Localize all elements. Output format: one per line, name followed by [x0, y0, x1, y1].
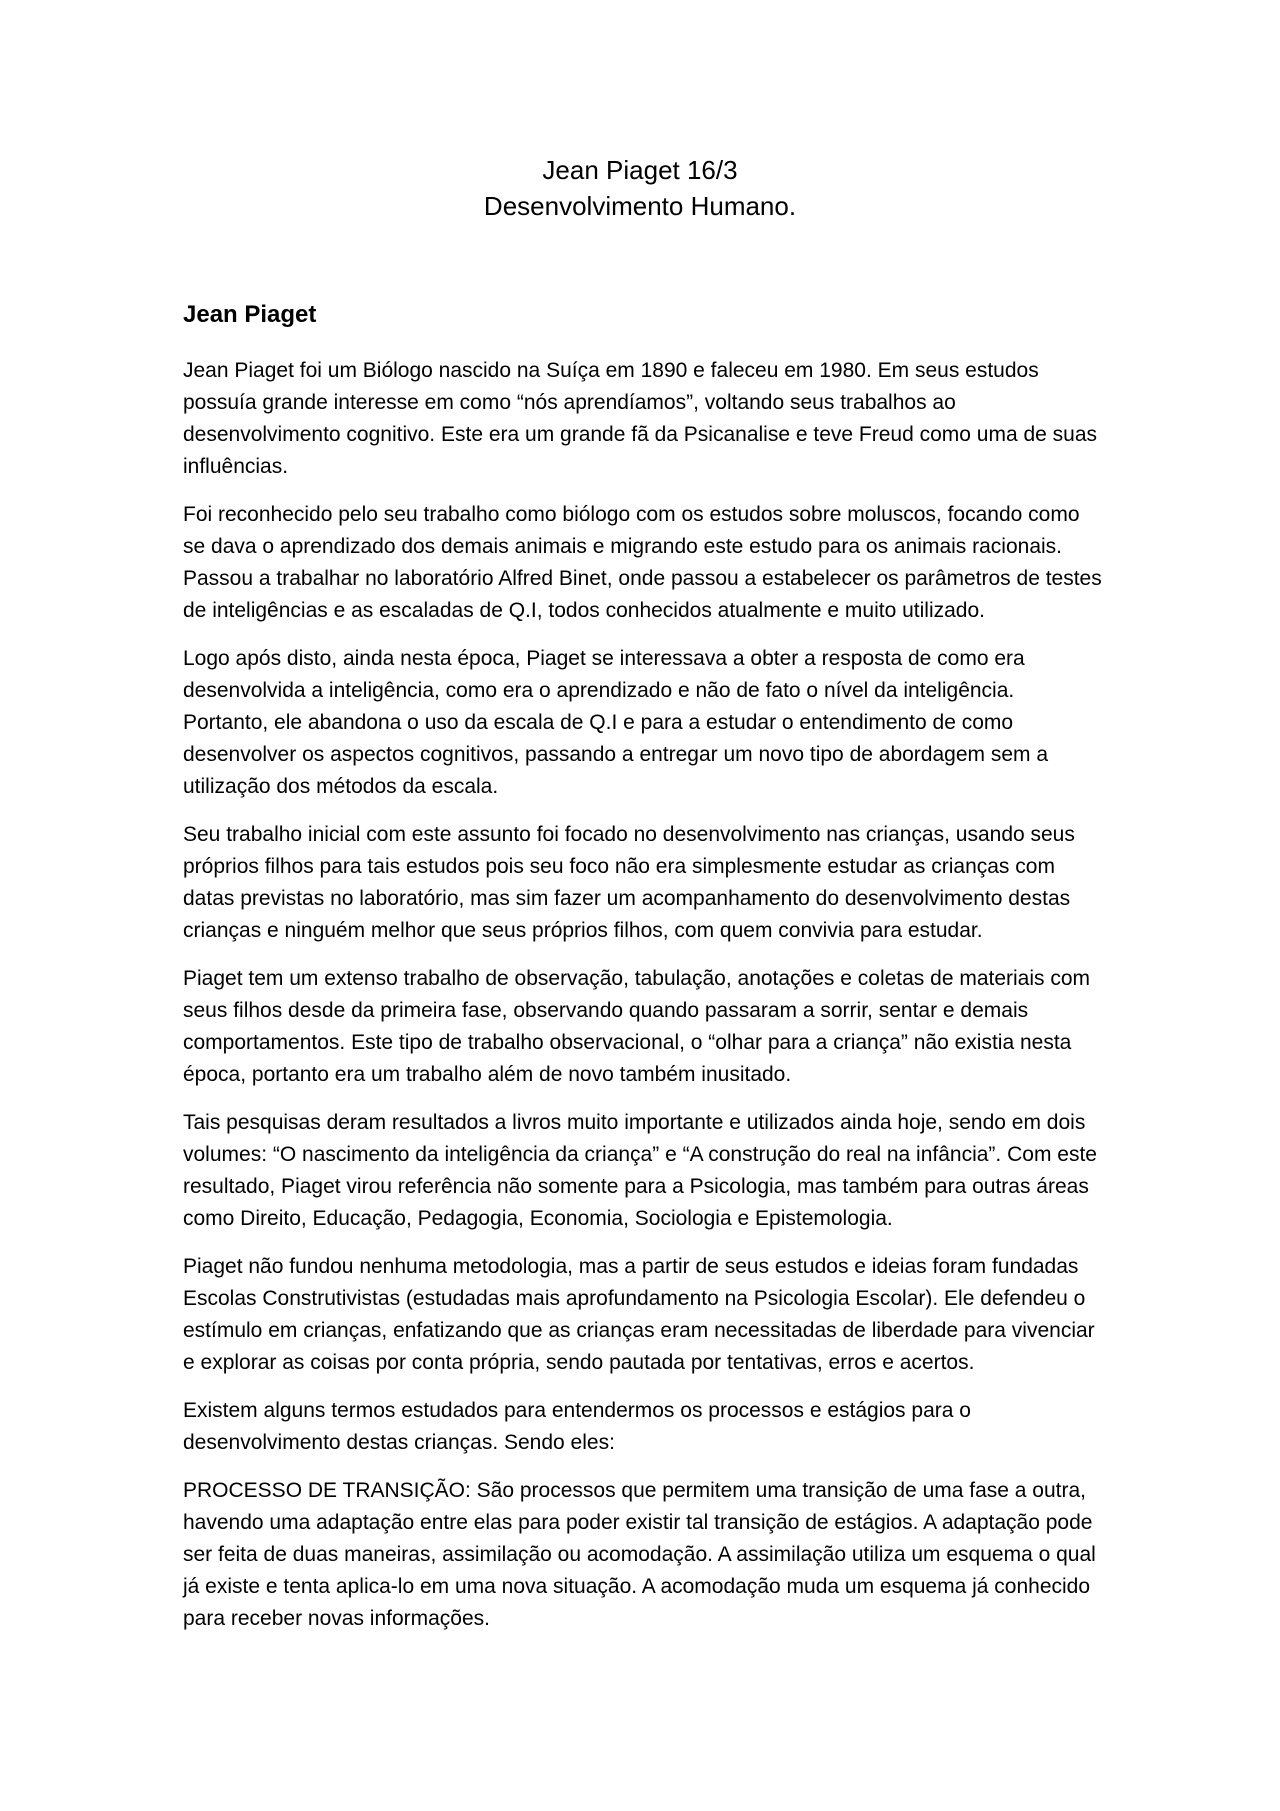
paragraph: PROCESSO DE TRANSIÇÃO: São processos que permitem uma transição de uma fase a outra, havendo uma adaptação entre elas para poder existir tal transição de estágios. A adaptação pode ser feita de duas maneiras, assimilação ou acomodação. A assimilação utiliza um esquema o qual já existe e tenta aplica-lo em uma nova situação. A acomodação muda um esquema já conhecido para receber novas informações. [183, 1479, 1096, 1630]
header-title: Jean Piaget 16/3 [542, 155, 738, 185]
paragraph: Seu trabalho inicial com este assunto foi focado no desenvolvimento nas crianças, usando seus próprios filhos para tais estudos pois seu foco não era simplesmente estudar as crianças com datas previstas no laboratório, mas sim fazer um acompanhamento do desenvolvimento destas crianças e ninguém melhor que seus próprios filhos, com quem convivia para estudar. [183, 823, 1075, 942]
paragraph: Piaget tem um extenso trabalho de observação, tabulação, anotações e coletas de materiais com seus filhos desde da primeira fase, observando quando passaram a sorrir, sentar e demais comportamentos. Este tipo de trabalho observacional, o “olhar para a criança” não existia nesta época, portanto era um trabalho além de novo também inusitado. [183, 967, 1091, 1086]
header-subtitle: Desenvolvimento Humano. [483, 191, 797, 221]
document-body [183, 355, 1103, 1651]
section-heading: Jean Piaget [183, 301, 317, 328]
paragraph: Jean Piaget foi um Biólogo nascido na Suíça em 1890 e faleceu em 1980. Em seus estudos possuía grande interesse em como “nós aprendíamos”, voltando seus trabalhos ao desenvolvimento cognitivo. Este era um grande fã da Psicanalise e teve Freud como uma de suas influências. [183, 359, 1098, 478]
paragraph: Logo após disto, ainda nesta época, Piaget se interessava a obter a resposta de como era desenvolvida a inteligência, como era o aprendizado e não de fato o nível da inteligência. Portanto, ele abandona o uso da escala de Q.I e para a estudar o entendimento de como desenvolver os aspectos cognitivos, passando a entregar um novo tipo de abordagem sem a utilização dos métodos da escala. [183, 647, 1049, 798]
paragraph: Foi reconhecido pelo seu trabalho como biólogo com os estudos sobre moluscos, focando como se dava o aprendizado dos demais animais e migrando este estudo para os animais racionais. Passou a trabalhar no laboratório Alfred Binet, onde passou a estabelecer os parâmetros de testes de inteligências e as escaladas de Q.I, todos conhecidos atualmente e muito utilizado. [183, 503, 1102, 622]
paragraph: Piaget não fundou nenhuma metodologia, mas a partir de seus estudos e ideias foram fundadas Escolas Construtivistas (estudadas mais aprofundamento na Psicologia Escolar). Ele defendeu o estímulo em crianças, enfatizando que as crianças eram necessitadas de liberdade para vivenciar e explorar as coisas por conta própria, sendo pautada por tentativas, erros e acertos. [183, 1255, 1095, 1374]
paragraph: Existem alguns termos estudados para entendermos os processos e estágios para o desenvolvimento destas crianças. Sendo eles: [183, 1399, 971, 1454]
document-header [0, 152, 1280, 224]
paragraph: Tais pesquisas deram resultados a livros muito importante e utilizados ainda hoje, sendo em dois volumes: “O nascimento da inteligência da criança” e “A construção do real na infância”. Com este resultado, Piaget virou referência não somente para a Psicologia, mas também para outras áreas como Direito, Educação, Pedagogia, Economia, Sociologia e Epistemologia. [183, 1111, 1097, 1230]
